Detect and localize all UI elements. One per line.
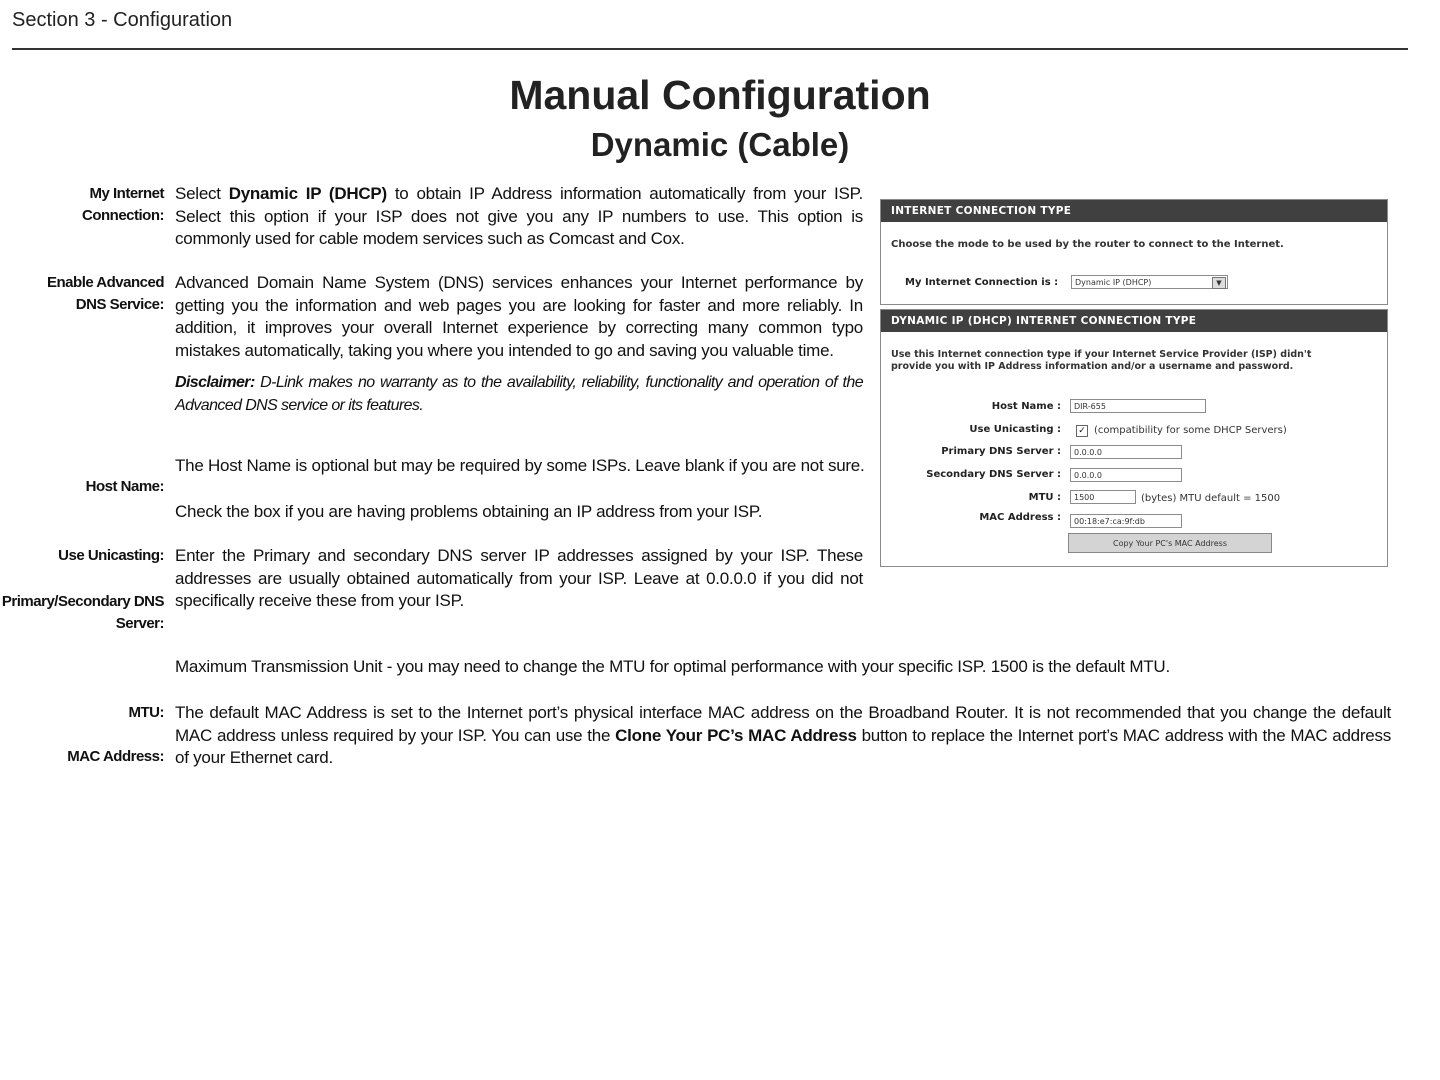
clone-mac-button[interactable]: Copy Your PC's MAC Address <box>1068 533 1272 553</box>
mtu-input[interactable]: 1500 <box>1070 490 1136 504</box>
panel-dhcp <box>880 309 1388 567</box>
unicasting-note: (compatibility for some DHCP Servers) <box>1094 425 1287 436</box>
connection-type-select[interactable] <box>1071 275 1228 289</box>
host-name-label: Host Name : <box>991 401 1061 412</box>
text-unicasting: Check the box if you are having problems obtaining an IP address from your ISP. <box>175 502 763 521</box>
section-header: Section 3 - Configuration <box>12 9 233 31</box>
text-my-internet: Select Dynamic IP (DHCP) to obtain IP Address information automatically from your ISP. Select this option if your ISP does not give you any IP numbers to use. This option is commonly used for cable modem services such as Comcast and Cox. <box>175 184 863 248</box>
label-dns-server: Primary/Secondary DNS Server: <box>1 593 164 632</box>
panel-connection-type-description: Choose the mode to be used by the router to connect to the Internet. <box>891 239 1284 250</box>
panel-dhcp-description: Use this Internet connection type if your Internet Service Provider (ISP) didn't provide you with IP Address information and/or a username and password. <box>891 349 1312 372</box>
text-dns: Enter the Primary and secondary DNS server IP addresses assigned by your ISP. These addresses are usually obtained automatically from your ISP. Leave at 0.0.0.0 if you did not specifically receive these from your ISP. <box>175 546 863 610</box>
chevron-down-icon[interactable]: ▼ <box>1212 277 1226 289</box>
connection-type-value: Dynamic IP (DHCP) <box>1075 278 1152 287</box>
label-use-unicasting: Use Unicasting: <box>58 547 164 564</box>
text-host-name: The Host Name is optional but may be required by some ISPs. Leave blank if you are not sure. <box>175 456 865 475</box>
panel-connection-type-heading: INTERNET CONNECTION TYPE <box>881 200 1387 222</box>
label-advanced-dns: Enable Advanced DNS Service: <box>47 274 164 313</box>
mtu-label: MTU : <box>1028 492 1061 503</box>
connection-type-label: My Internet Connection is : <box>905 277 1059 288</box>
host-name-input[interactable]: DIR-655 <box>1070 399 1206 413</box>
text-advanced-dns: Advanced Domain Name System (DNS) services enhances your Internet performance by getting you the information and web pages you are looking for faster and more reliably. In addition, it improves your overall Internet experience by correcting many common typo mistakes automatically, taking you where you intended to go and saving you valuable time. <box>175 273 863 360</box>
primary-dns-input[interactable]: 0.0.0.0 <box>1070 445 1182 459</box>
mtu-note: (bytes) MTU default = 1500 <box>1141 493 1281 504</box>
mac-address-input[interactable]: 00:18:e7:ca:9f:db <box>1070 514 1182 528</box>
primary-dns-label: Primary DNS Server : <box>941 446 1061 457</box>
panel-connection-type <box>880 199 1388 305</box>
unicasting-checkbox[interactable]: ✓ <box>1076 425 1088 437</box>
page-subtitle: Dynamic (Cable) <box>590 126 850 163</box>
panel-dhcp-heading: DYNAMIC IP (DHCP) INTERNET CONNECTION TYPE <box>881 310 1387 332</box>
label-my-internet: My Internet Connection: <box>82 185 164 224</box>
mac-address-label: MAC Address : <box>979 512 1061 523</box>
unicasting-label: Use Unicasting : <box>969 424 1061 435</box>
label-mtu: MTU: <box>128 704 164 721</box>
secondary-dns-input[interactable]: 0.0.0.0 <box>1070 468 1182 482</box>
label-host-name: Host Name: <box>85 478 164 495</box>
text-mtu: Maximum Transmission Unit - you may need to change the MTU for optimal performance with your specific ISP. 1500 is the default MTU. <box>175 657 1170 676</box>
header-divider <box>12 48 1408 50</box>
text-mac-address: The default MAC Address is set to the Internet port’s physical interface MAC address on the Broadband Router. It is not recommended that you change the default MAC address unless required by your ISP. You can use the Clone Your PC’s MAC Address button to replace the Internet port’s MAC address with the MAC address of your Ethernet card. <box>175 703 1391 767</box>
text-disclaimer: Disclaimer: D-Link makes no warranty as to the availability, reliability, functionality and operation of the Advanced DNS service or its features. <box>175 374 863 414</box>
page-title: Manual Configuration <box>509 72 931 118</box>
label-mac-address: MAC Address: <box>67 748 164 765</box>
secondary-dns-label: Secondary DNS Server : <box>926 469 1061 480</box>
